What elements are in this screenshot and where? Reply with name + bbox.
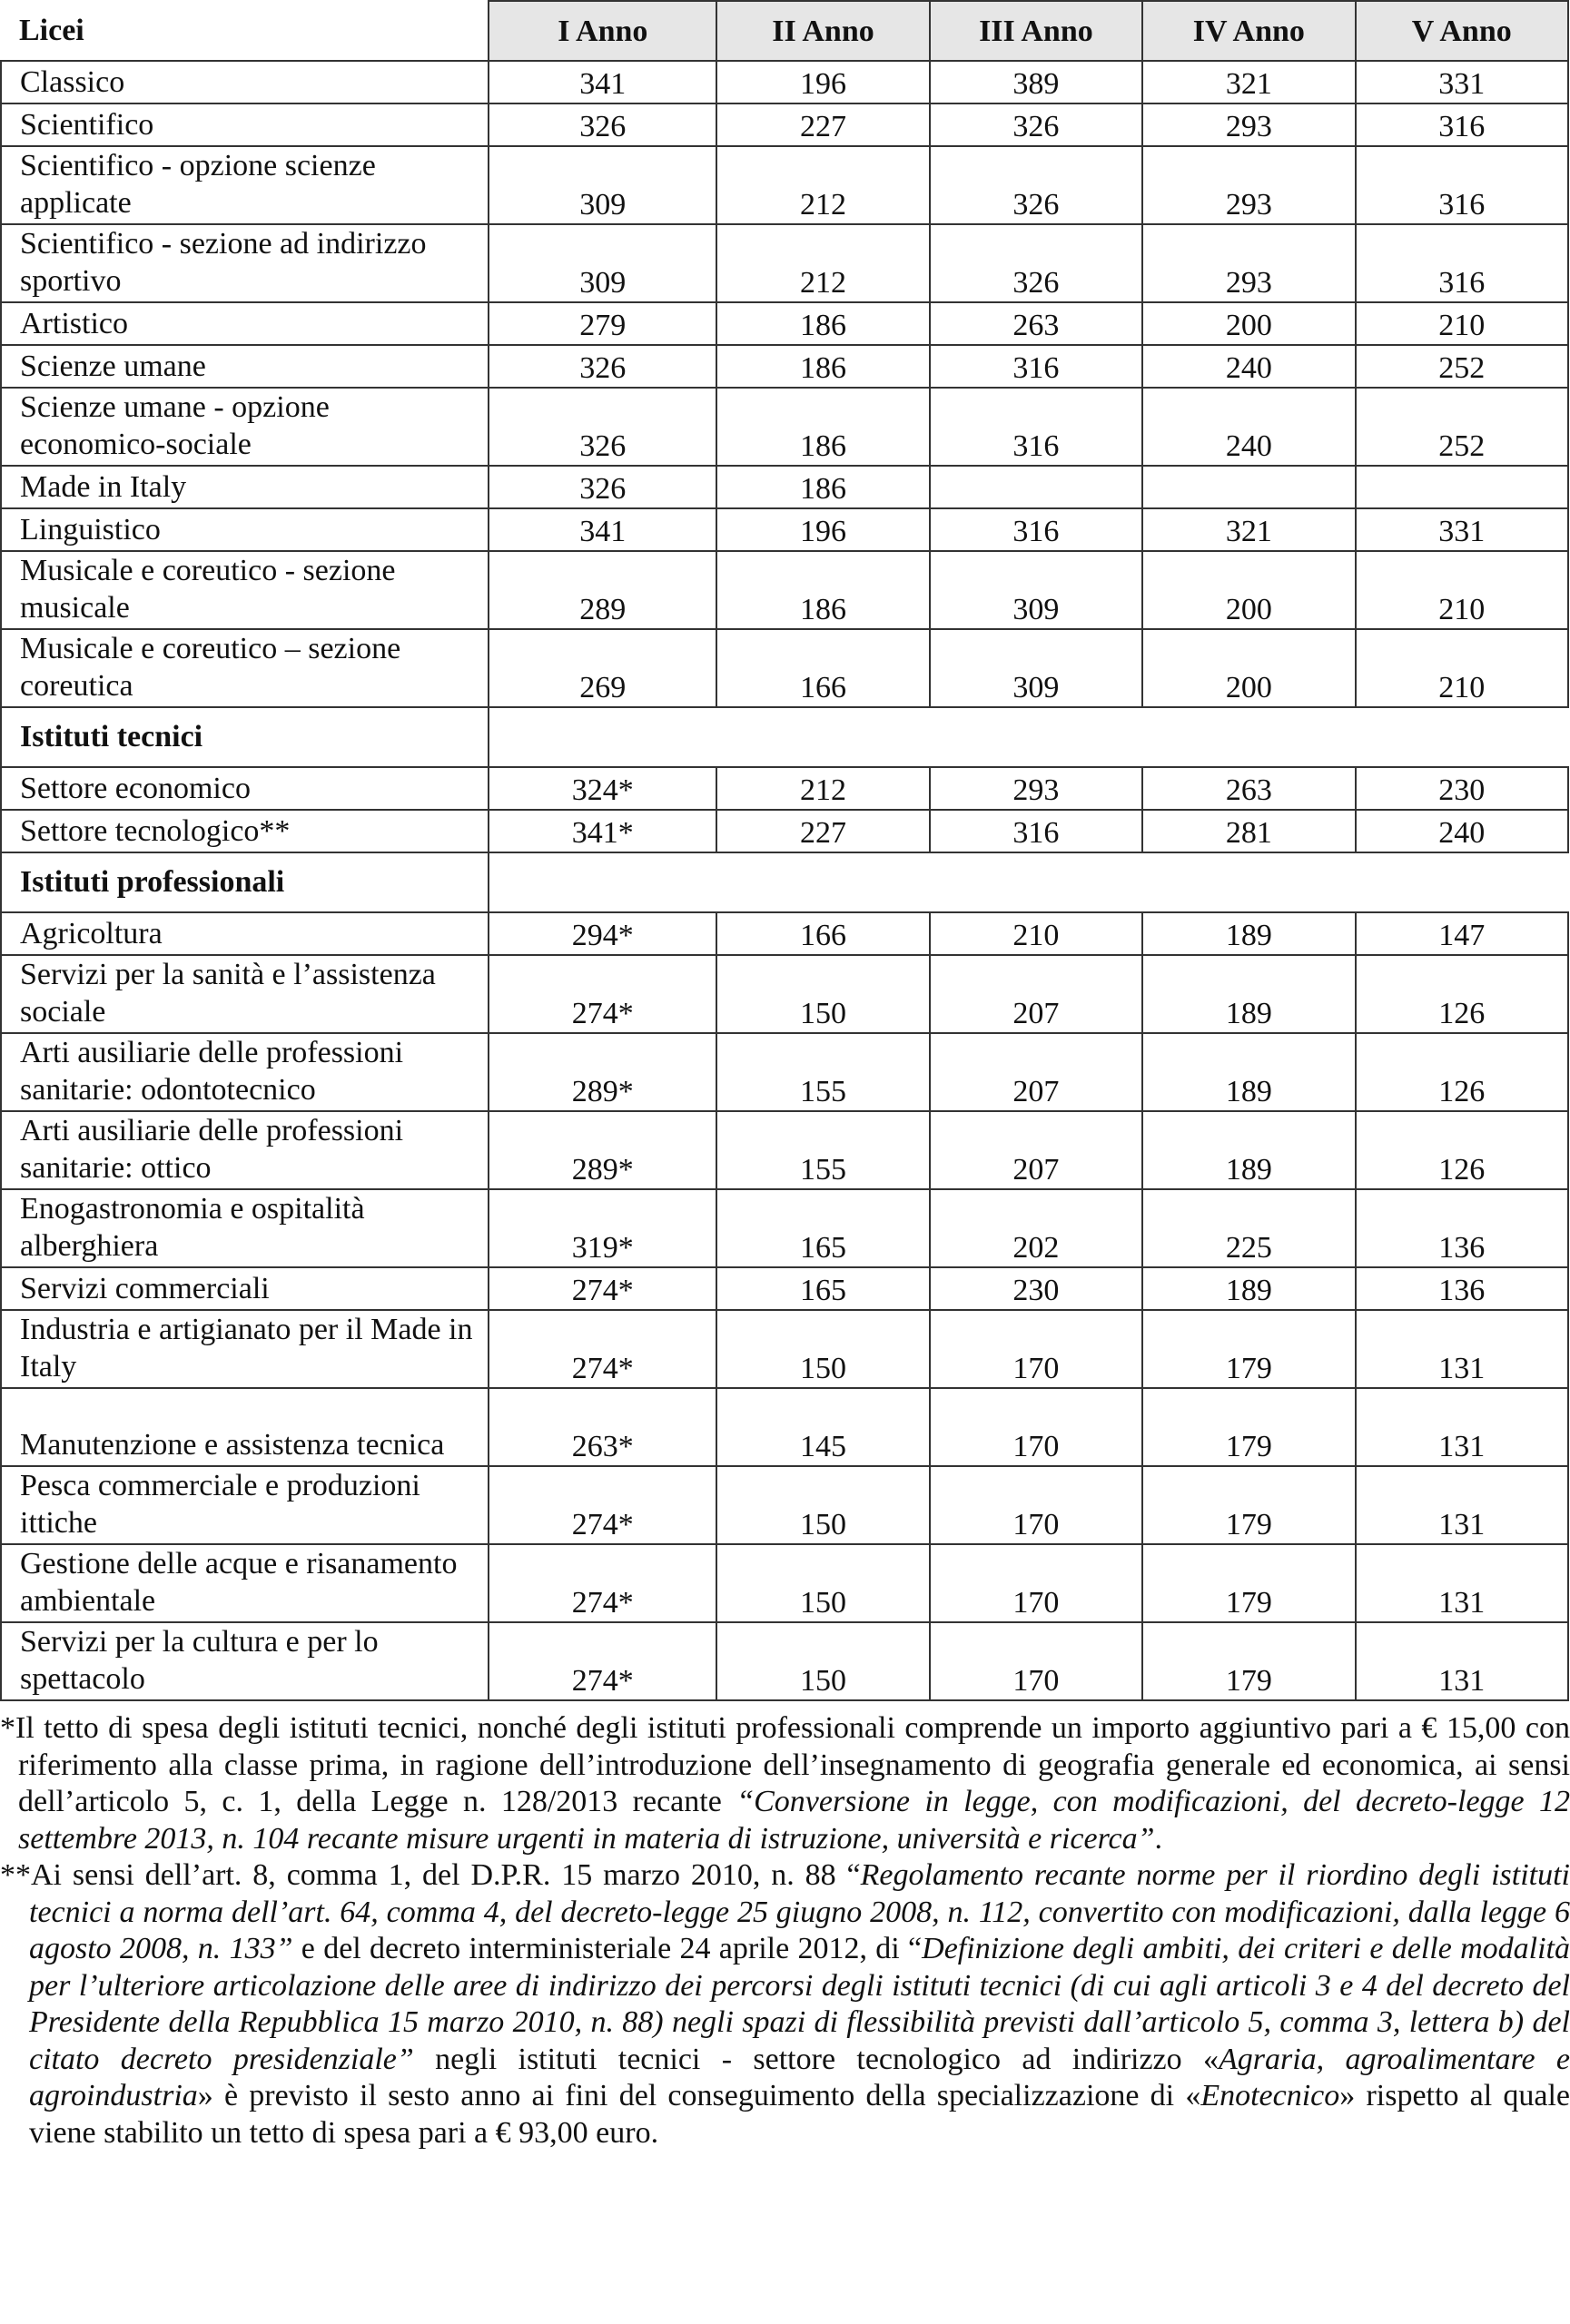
table-row [1,1033,1568,1111]
value-cell: 136 [1356,1267,1568,1310]
table-row [1,345,1568,388]
table-row [1,61,1568,103]
value-cell: 316 [930,810,1142,852]
value-cell: 150 [716,1466,929,1544]
value-cell: 293 [1142,146,1355,224]
value-cell: 150 [716,1310,929,1388]
value-cell: 170 [930,1466,1142,1544]
value-cell: 240 [1142,345,1355,388]
footnote-marker: ** [0,1858,31,1892]
value-cell: 179 [1142,1310,1355,1388]
column-header: IV Anno [1142,1,1355,61]
footnote-citation: Definizione degli ambiti, dei criteri e delle modalità per l’ulteriore articolazione delle aree di indirizzo dei percorsi degli istituti tecnici (di cui agli articoli 3 e 4 del decreto del Presidente della Repubblica 15 marzo 2010, n. 88) negli spazi di flessibilità previsti dall’articolo 5, comma 3, lettera b) del citato decreto presidenziale” [29,1932,1570,2076]
value-cell: 289 [489,551,716,629]
value-cell: 230 [930,1267,1142,1310]
value-cell: 252 [1356,345,1568,388]
column-header: I Anno [489,1,716,61]
value-cell: 331 [1356,508,1568,551]
corner-label: Licei [1,1,489,61]
row-label: Arti ausiliarie delle professioni sanitarie: odontotecnico [1,1033,489,1111]
value-cell: 207 [930,955,1142,1033]
value-cell: 389 [930,61,1142,103]
value-cell: 170 [930,1622,1142,1700]
value-cell: 263 [930,302,1142,345]
value-cell: 186 [716,302,929,345]
value-cell: 225 [1142,1189,1355,1267]
table-row [1,767,1568,810]
value-cell: 293 [1142,103,1355,146]
value-cell: 274* [489,1466,716,1544]
footnotes [0,1710,1570,2152]
value-cell: 196 [716,508,929,551]
table-row [1,1310,1568,1388]
value-cell: 165 [716,1267,929,1310]
value-cell: 309 [930,551,1142,629]
value-cell [1356,466,1568,508]
value-cell: 316 [1356,103,1568,146]
table-row [1,388,1568,466]
section-blank-cell [489,707,1568,767]
value-cell: 326 [489,345,716,388]
value-cell: 189 [1142,912,1355,955]
value-cell: 126 [1356,1111,1568,1189]
value-cell: 166 [716,629,929,707]
value-cell: 321 [1142,61,1355,103]
row-label: Artistico [1,302,489,345]
value-cell: 289* [489,1111,716,1189]
value-cell: 281 [1142,810,1355,852]
value-cell: 179 [1142,1388,1355,1466]
value-cell: 212 [716,146,929,224]
row-label: Arti ausiliarie delle professioni sanitarie: ottico [1,1111,489,1189]
value-cell: 331 [1356,61,1568,103]
footnote-citation: “Conversione in legge, con modificazioni, del decreto-legge 12 settembre 2013, n. 104 recante misure urgenti in materia di istruzione, università e ricerca” [18,1785,1570,1856]
row-label: Scientifico - sezione ad indirizzo sportivo [1,224,489,302]
table-row [1,1544,1568,1622]
value-cell: 309 [489,146,716,224]
value-cell: 186 [716,388,929,466]
column-header: V Anno [1356,1,1568,61]
value-cell: 279 [489,302,716,345]
table-row [1,302,1568,345]
value-cell: 326 [489,388,716,466]
row-label: Linguistico [1,508,489,551]
value-cell: 316 [930,508,1142,551]
table-row [1,629,1568,707]
value-cell: 179 [1142,1622,1355,1700]
table-row [1,1267,1568,1310]
value-cell: 189 [1142,1111,1355,1189]
value-cell: 316 [930,345,1142,388]
table-row [1,1466,1568,1544]
row-label: Settore economico [1,767,489,810]
value-cell: 252 [1356,388,1568,466]
section-blank-cell [489,852,1568,912]
value-cell: 227 [716,810,929,852]
row-label: Manutenzione e assistenza tecnica [1,1388,489,1466]
value-cell: 212 [716,767,929,810]
value-cell: 200 [1142,302,1355,345]
value-cell: 207 [930,1111,1142,1189]
value-cell: 150 [716,1544,929,1622]
value-cell: 319* [489,1189,716,1267]
row-label: Musicale e coreutico – sezione coreutica [1,629,489,707]
value-cell: 274* [489,1310,716,1388]
value-cell: 150 [716,955,929,1033]
section-header-row [1,707,1568,767]
table-row [1,1622,1568,1700]
value-cell: 126 [1356,955,1568,1033]
value-cell: 155 [716,1111,929,1189]
value-cell: 341 [489,61,716,103]
row-label: Pesca commerciale e produzioni ittiche [1,1466,489,1544]
value-cell: 165 [716,1189,929,1267]
row-label: Made in Italy [1,466,489,508]
footnote-text: Ai sensi dell’art. 8, comma 1, del D.P.R. 15 marzo 2010, n. 88 “ [31,1858,861,1892]
table-row [1,1111,1568,1189]
value-cell: 189 [1142,1033,1355,1111]
value-cell: 326 [930,103,1142,146]
row-label: Musicale e coreutico - sezione musicale [1,551,489,629]
value-cell: 170 [930,1544,1142,1622]
table-row [1,912,1568,955]
footnote-citation: Enotecnico [1200,2079,1340,2112]
value-cell: 210 [1356,551,1568,629]
footnote [0,1857,1570,2152]
value-cell: 207 [930,1033,1142,1111]
value-cell: 269 [489,629,716,707]
row-label: Scienze umane - opzione economico-sociale [1,388,489,466]
value-cell: 170 [930,1388,1142,1466]
value-cell: 210 [930,912,1142,955]
value-cell: 326 [489,103,716,146]
value-cell: 294* [489,912,716,955]
row-label: Servizi commerciali [1,1267,489,1310]
value-cell: 316 [1356,146,1568,224]
column-header: II Anno [716,1,929,61]
footnote-text: negli istituti tecnici - settore tecnologico ad indirizzo « [413,2042,1219,2076]
table-row [1,508,1568,551]
value-cell: 179 [1142,1544,1355,1622]
value-cell: 131 [1356,1544,1568,1622]
value-cell: 274* [489,1267,716,1310]
table-row [1,146,1568,224]
value-cell [1142,466,1355,508]
table-header-row [1,1,1568,61]
row-label: Servizi per la sanità e l’assistenza sociale [1,955,489,1033]
value-cell: 326 [930,146,1142,224]
value-cell: 186 [716,466,929,508]
value-cell: 326 [489,466,716,508]
footnote-marker: * [0,1711,15,1745]
value-cell: 316 [1356,224,1568,302]
section-header-row [1,852,1568,912]
column-header: III Anno [930,1,1142,61]
value-cell: 274* [489,955,716,1033]
table-row [1,466,1568,508]
value-cell: 309 [489,224,716,302]
value-cell: 200 [1142,551,1355,629]
value-cell: 189 [1142,955,1355,1033]
row-label: Industria e artigianato per il Made in Italy [1,1310,489,1388]
table-body [1,61,1568,1700]
value-cell: 186 [716,345,929,388]
value-cell: 145 [716,1388,929,1466]
value-cell: 210 [1356,302,1568,345]
footnote-text: Il tetto di spesa degli istituti tecnici, nonché degli istituti professionali comprende un importo aggiuntivo pari a € 15,00 con riferimento alla classe prima, in ragione dell’introduzione dell’insegnamento di geografia generale ed economica, ai sensi dell’articolo 5, c. 1, della Legge n. 128/2013 recante [15,1711,1570,1818]
value-cell: 200 [1142,629,1355,707]
value-cell: 189 [1142,1267,1355,1310]
table-row [1,955,1568,1033]
table-row [1,1388,1568,1466]
value-cell: 227 [716,103,929,146]
value-cell: 136 [1356,1189,1568,1267]
row-label: Agricoltura [1,912,489,955]
value-cell: 274* [489,1544,716,1622]
section-title: Istituti professionali [1,852,489,912]
value-cell: 131 [1356,1388,1568,1466]
value-cell: 131 [1356,1466,1568,1544]
footnote-citation: Regolamento recante norme per il riordino degli istituti tecnici a norma dell’art. 64, comma 4, del decreto-legge 25 giugno 2008, n. 112, convertito con modificazioni, dalla legge 6 agosto 2008, n. 133” [29,1858,1570,1965]
table-row [1,224,1568,302]
table-row [1,810,1568,852]
value-cell: 326 [930,224,1142,302]
value-cell: 202 [930,1189,1142,1267]
row-label: Classico [1,61,489,103]
value-cell: 170 [930,1310,1142,1388]
value-cell: 131 [1356,1310,1568,1388]
value-cell: 147 [1356,912,1568,955]
value-cell: 274* [489,1622,716,1700]
value-cell: 240 [1356,810,1568,852]
value-cell: 263 [1142,767,1355,810]
footnote [0,1710,1570,1857]
value-cell: 186 [716,551,929,629]
value-cell: 293 [1142,224,1355,302]
table-row [1,103,1568,146]
footnote-text: . [1154,1821,1163,1856]
value-cell: 196 [716,61,929,103]
value-cell: 150 [716,1622,929,1700]
value-cell: 309 [930,629,1142,707]
value-cell: 166 [716,912,929,955]
value-cell: 126 [1356,1033,1568,1111]
row-label: Scientifico - opzione scienze applicate [1,146,489,224]
table-row [1,1189,1568,1267]
footnote-text: » è previsto il sesto anno ai fini del conseguimento della specializzazione di « [197,2079,1201,2112]
row-label: Enogastronomia e ospitalità alberghiera [1,1189,489,1267]
row-label: Settore tecnologico** [1,810,489,852]
footnote-text: » rispetto al quale viene stabilito un tetto di spesa pari a € 93,00 euro. [29,2079,1570,2150]
value-cell: 341 [489,508,716,551]
footnote-text: e del decreto interministeriale 24 aprile 2012, di “ [292,1932,923,1965]
value-cell: 230 [1356,767,1568,810]
value-cell: 324* [489,767,716,810]
value-cell: 240 [1142,388,1355,466]
value-cell [930,466,1142,508]
value-cell: 293 [930,767,1142,810]
value-cell: 131 [1356,1622,1568,1700]
row-label: Scienze umane [1,345,489,388]
row-label: Gestione delle acque e risanamento ambientale [1,1544,489,1622]
value-cell: 289* [489,1033,716,1111]
value-cell: 341* [489,810,716,852]
value-cell: 321 [1142,508,1355,551]
section-title: Istituti tecnici [1,707,489,767]
value-cell: 263* [489,1388,716,1466]
table-row [1,551,1568,629]
footnote-citation: Agraria, agroalimentare e agroindustria [29,2042,1570,2112]
value-cell: 210 [1356,629,1568,707]
row-label: Servizi per la cultura e per lo spettacolo [1,1622,489,1700]
value-cell: 316 [930,388,1142,466]
value-cell: 179 [1142,1466,1355,1544]
value-cell: 155 [716,1033,929,1111]
value-cell: 212 [716,224,929,302]
row-label: Scientifico [1,103,489,146]
